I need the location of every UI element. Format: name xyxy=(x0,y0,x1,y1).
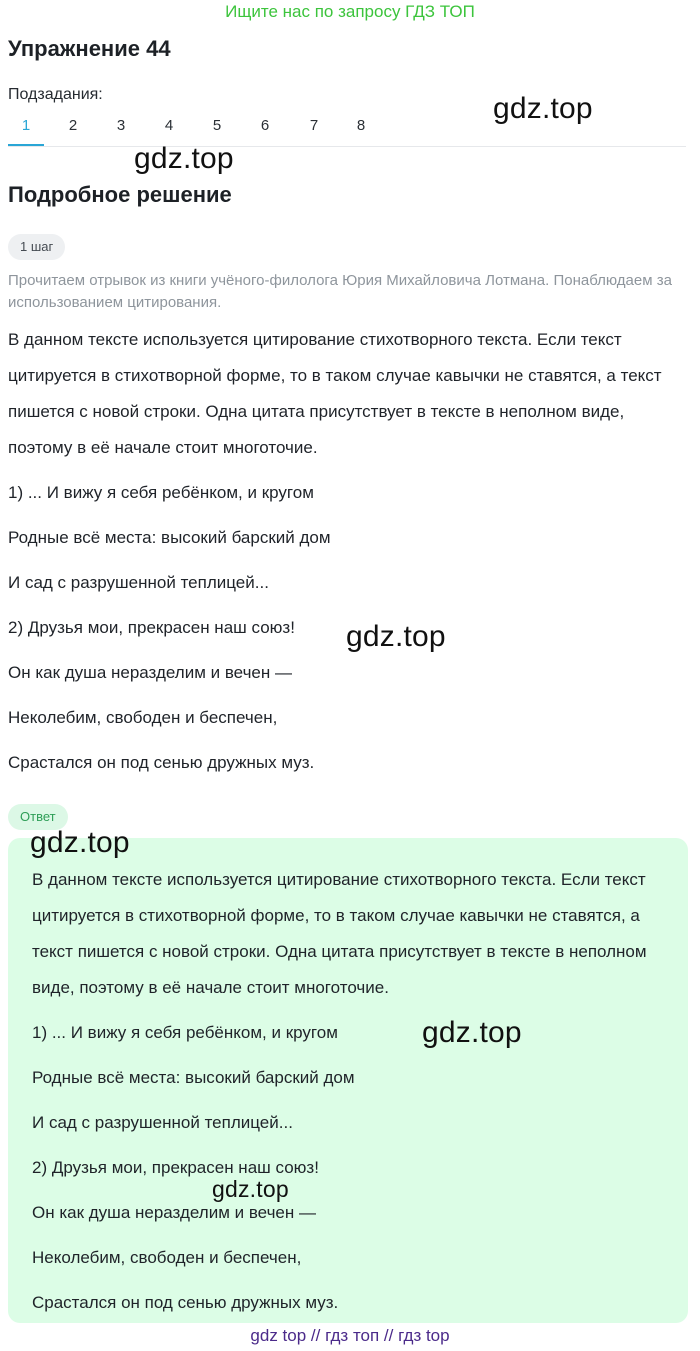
watermark: gdz.top xyxy=(134,142,234,175)
answer-line: Родные всё места: высокий барский дом xyxy=(32,1068,355,1087)
answer-text xyxy=(32,862,672,1330)
answer-badge: Ответ xyxy=(8,804,68,830)
search-banner: Ищите нас по запросу ГДЗ ТОП xyxy=(225,2,475,21)
subtask-tab-3[interactable]: 3 xyxy=(116,117,126,134)
answer-line: И сад с разрушенной теплицей... xyxy=(32,1113,293,1132)
subtasks-label: Подзадания: xyxy=(8,86,103,103)
step-badge: 1 шаг xyxy=(8,234,65,260)
answer-paragraph: В данном тексте используется цитирование стихотворного текста. Если текст цитируется в стихотворной форме, то в таком случае кавычки не ставятся, а текст пишется с новой строки. Одна цитата присутствует в тексте в неполном виде, поэтому в её начале стоит многоточие. xyxy=(32,870,647,997)
solution-line: И сад с разрушенной теплицей... xyxy=(8,573,269,592)
answer-line: Неколебим, свободен и беспечен, xyxy=(32,1248,302,1267)
subtask-tab-6[interactable]: 6 xyxy=(260,117,270,134)
answer-line: 2) Друзья мои, прекрасен наш союз! xyxy=(32,1158,319,1177)
answer-line: Срастался он под сенью дружных муз. xyxy=(32,1293,339,1312)
subtask-tab-8[interactable]: 8 xyxy=(356,117,366,134)
footer-links: gdz top // гдз топ // гдз top xyxy=(250,1326,450,1345)
subtask-tab-2[interactable]: 2 xyxy=(68,117,78,134)
subtask-tab-7[interactable]: 7 xyxy=(309,117,319,134)
subtask-tab-5[interactable]: 5 xyxy=(212,117,222,134)
solution-line: Срастался он под сенью дружных муз. xyxy=(8,753,315,772)
step-hint: Прочитаем отрывок из книги учёного-филолога Юрия Михайловича Лотмана. Понаблюдаем за использованием цитирования. xyxy=(8,272,672,311)
watermark: gdz.top xyxy=(422,1016,522,1049)
solution-line: Родные всё места: высокий барский дом xyxy=(8,528,331,547)
answer-line: Он как душа неразделим и вечен — xyxy=(32,1203,316,1222)
solution-text xyxy=(8,322,684,790)
page-title: Упражнение 44 xyxy=(8,36,171,61)
watermark: gdz.top xyxy=(493,92,593,125)
watermark: gdz.top xyxy=(212,1176,289,1202)
watermark: gdz.top xyxy=(30,826,130,859)
solution-line: 2) Друзья мои, прекрасен наш союз! xyxy=(8,618,295,637)
solution-paragraph: В данном тексте используется цитирование стихотворного текста. Если текст цитируется в стихотворной форме, то в таком случае кавычки не ставятся, а текст пишется с новой строки. Одна цитата присутствует в тексте в неполном виде, поэтому в её начале стоит многоточие. xyxy=(8,330,662,457)
solution-line: Неколебим, свободен и беспечен, xyxy=(8,708,278,727)
subtask-tab-1[interactable]: 1 xyxy=(8,112,44,146)
watermark: gdz.top xyxy=(346,620,446,653)
subtask-tab-4[interactable]: 4 xyxy=(164,117,174,134)
answer-line: 1) ... И вижу я себя ребёнком, и кругом xyxy=(32,1023,338,1042)
section-title: Подробное решение xyxy=(8,182,232,207)
solution-line: Он как душа неразделим и вечен — xyxy=(8,663,292,682)
solution-line: 1) ... И вижу я себя ребёнком, и кругом xyxy=(8,483,314,502)
